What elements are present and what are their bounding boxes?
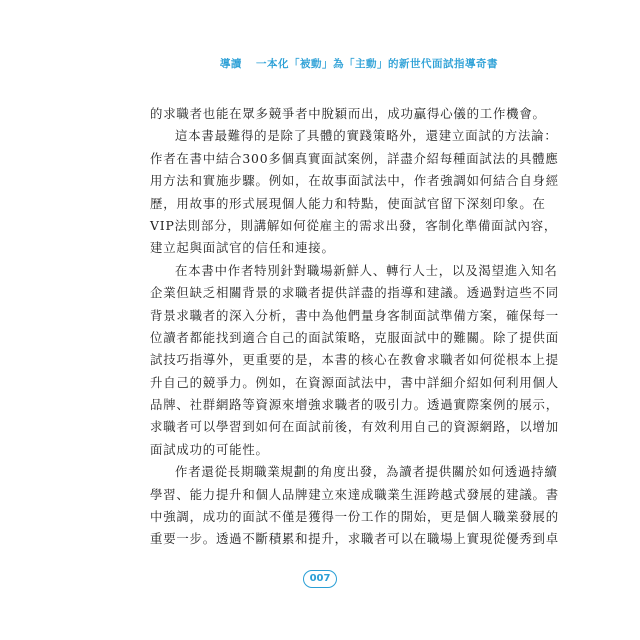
text-line: 歷，用故事的形式展現個人能力和特點，使面試官留下深刻印象。在	[150, 195, 546, 211]
header-title: 一本化「被動」為「主動」的新世代面試指導奇書	[256, 58, 498, 70]
text-line: 作者還從長期職業規劃的角度出發，為讀者提供關於如何透過持續	[175, 464, 558, 480]
body-text	[150, 103, 559, 551]
text-line: 品牌、社群網路等資源來增強求職者的吸引力。透過實際案例的展示，	[150, 397, 559, 413]
text-line: 建立起與面試官的信任和連接。	[150, 240, 335, 256]
text-line: 在本書中作者特別針對職場新鮮人、轉行人士，以及渴望進入知名	[175, 262, 558, 278]
text-line: VIP法則部分，則講解如何從雇主的需求出發，客制化準備面試內容，	[150, 217, 558, 233]
header-label: 導讀	[219, 58, 242, 70]
text-line: 背景求職者的深入分析，書中為他們量身客制面試準備方案，確保每一	[150, 307, 559, 323]
text-line: 位讀者都能找到適合自己的面試策略，克服面試中的難關。除了提供面	[150, 329, 559, 345]
text-line: 企業但缺乏相關背景的求職者提供詳盡的指導和建議。透過對這些不同	[150, 285, 559, 301]
text-line: 重要一步。透過不斷積累和提升，求職者可以在職場上實現從優秀到卓	[150, 531, 559, 547]
running-header	[220, 56, 498, 71]
text-line: 試技巧指導外，更重要的是，本書的核心在教會求職者如何從根本上提	[150, 352, 559, 368]
text-line: 學習、能力提升和個人品牌建立來達成職業生涯跨越式發展的建議。書	[150, 486, 559, 502]
text-line: 升自己的競爭力。例如，在資源面試法中，書中詳細介紹如何利用個人	[150, 374, 559, 390]
text-line: 用方法和實施步驟。例如，在故事面試法中，作者強調如何結合自身經	[150, 173, 559, 189]
text-line: 面試成功的可能性。	[150, 441, 269, 457]
text-line: 這本書最難得的是除了具體的實踐策略外，還建立面試的方法論：	[175, 128, 558, 144]
text-line: 求職者可以學習到如何在面試前後，有效利用自己的資源網路，以增加	[150, 419, 559, 435]
text-line: 作者在書中結合300多個真實面試案例，詳盡介紹每種面試法的具體應	[150, 150, 559, 166]
text-line: 中強調，成功的面試不僅是獲得一份工作的開始，更是個人職業發展的	[150, 509, 559, 525]
text-line: 的求職者也能在眾多競爭者中脫穎而出，成功贏得心儀的工作機會。	[150, 106, 546, 121]
page-number-badge: 007	[303, 570, 337, 588]
